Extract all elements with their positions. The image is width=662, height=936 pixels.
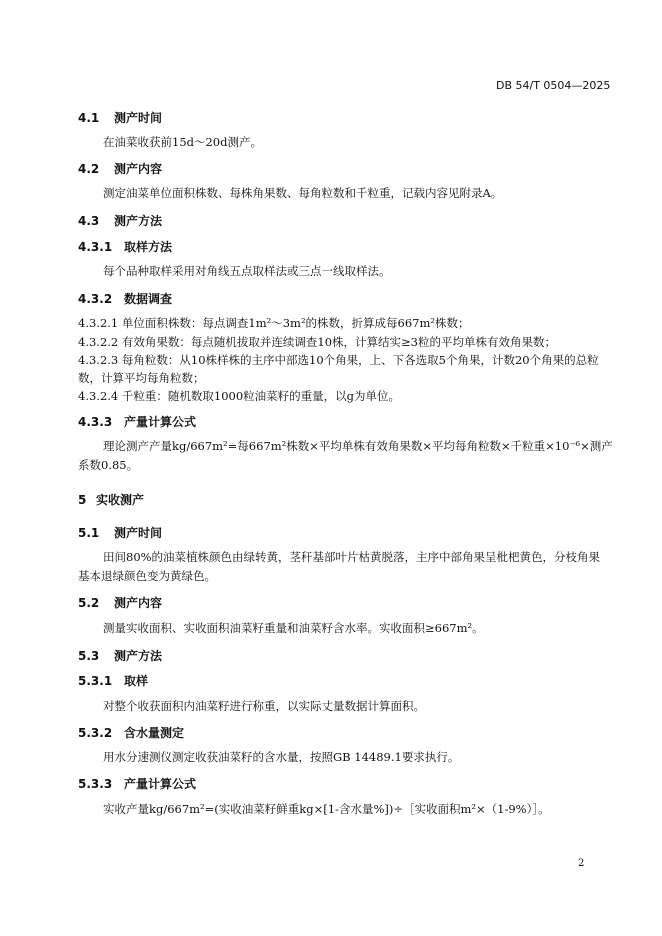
section-number: 4.3 bbox=[78, 214, 100, 228]
formula-paragraph-continued: 系数0.85。 bbox=[78, 458, 139, 472]
paragraph: 测量实收面积、实收面积油菜籽重量和油菜籽含水率。实收面积≥667m²。 bbox=[103, 621, 484, 635]
section-number: 4.3.3 bbox=[78, 415, 113, 429]
list-item-continued: 数，计算平均每角粒数； bbox=[78, 371, 205, 385]
section-title: 实收测产 bbox=[96, 493, 145, 507]
section-number: 5.3.1 bbox=[78, 674, 113, 688]
section-number: 5.1 bbox=[78, 526, 100, 540]
section-heading bbox=[78, 647, 162, 664]
section-title: 测产内容 bbox=[114, 596, 163, 610]
list-item: 4.3.2.2 有效角果数：每点随机拔取并连续调查10株，计算结实≥3粒的平均单株有效角果数； bbox=[78, 335, 556, 349]
section-number: 5.3 bbox=[78, 649, 100, 663]
section-number: 5.3.3 bbox=[78, 777, 113, 791]
paragraph: 对整个收获面积内油菜籽进行称重，以实际丈量数据计算面积。 bbox=[103, 699, 425, 713]
section-number: 4.3.2 bbox=[78, 292, 113, 306]
section-title: 测产内容 bbox=[114, 162, 163, 176]
formula-paragraph: 理论测产产量kg/667m²=每667m²株数×平均单株有效角果数×平均每角粒数×千粒重×10⁻⁶×测产 bbox=[103, 439, 613, 453]
section-title: 产量计算公式 bbox=[124, 415, 197, 429]
section-heading bbox=[78, 775, 196, 792]
section-number: 4.1 bbox=[78, 111, 100, 125]
section-heading bbox=[78, 212, 162, 229]
section-heading bbox=[78, 290, 172, 307]
list-item: 4.3.2.3 每角粒数：从10株样株的主序中部选10个角果，上、下各选取5个角果，计数20个角果的总粒 bbox=[78, 353, 599, 367]
section-title: 取样 bbox=[124, 674, 149, 688]
section-heading bbox=[78, 413, 196, 430]
paragraph: 田间80%的油菜植株颜色由绿转黄，茎秆基部叶片枯黄脱落，主序中部角果呈枇杷黄色，分枝角果 bbox=[103, 550, 601, 564]
list-item: 4.3.2.4 千粒重：随机数取1000粒油菜籽的重量，以g为单位。 bbox=[78, 389, 401, 403]
section-number: 4.3.1 bbox=[78, 240, 113, 254]
section-heading bbox=[78, 160, 162, 177]
section-heading bbox=[78, 724, 184, 741]
paragraph: 用水分速测仪测定收获油菜籽的含水量，按照GB 14489.1要求执行。 bbox=[103, 750, 460, 764]
section-heading bbox=[78, 109, 162, 126]
formula-paragraph: 实收产量kg/667m²=(实收油菜籽鲜重kg×[1-含水量%])÷［实收面积m²×（1-9%）］。 bbox=[103, 802, 550, 816]
section-number: 5 bbox=[78, 493, 87, 507]
section-title: 数据调查 bbox=[124, 292, 173, 306]
paragraph: 每个品种取样采用对角线五点取样法或三点一线取样法。 bbox=[103, 264, 391, 278]
section-heading bbox=[78, 672, 148, 689]
chapter-heading bbox=[78, 491, 144, 508]
section-heading bbox=[78, 594, 162, 611]
document-code: DB 54/T 0504—2025 bbox=[496, 79, 611, 92]
section-title: 产量计算公式 bbox=[124, 777, 197, 791]
section-number: 4.2 bbox=[78, 162, 100, 176]
section-title: 含水量测定 bbox=[124, 726, 185, 740]
section-title: 测产方法 bbox=[114, 214, 163, 228]
paragraph: 在油菜收获前15d～20d测产。 bbox=[103, 135, 262, 149]
section-heading bbox=[78, 524, 162, 541]
section-heading bbox=[78, 238, 172, 255]
section-title: 测产时间 bbox=[114, 526, 163, 540]
section-title: 取样方法 bbox=[124, 240, 173, 254]
section-title: 测产时间 bbox=[114, 111, 163, 125]
page-number: 2 bbox=[578, 858, 585, 869]
list-item: 4.3.2.1 单位面积株数：每点调查1m²～3m²的株数，折算成每667m²株数； bbox=[78, 316, 470, 330]
section-number: 5.3.2 bbox=[78, 726, 113, 740]
section-title: 测产方法 bbox=[114, 649, 163, 663]
paragraph: 测定油菜单位面积株数、每株角果数、每角粒数和千粒重，记载内容见附录A。 bbox=[103, 186, 503, 200]
section-number: 5.2 bbox=[78, 596, 100, 610]
paragraph-continued: 基本退绿颜色变为黄绿色。 bbox=[78, 569, 216, 583]
